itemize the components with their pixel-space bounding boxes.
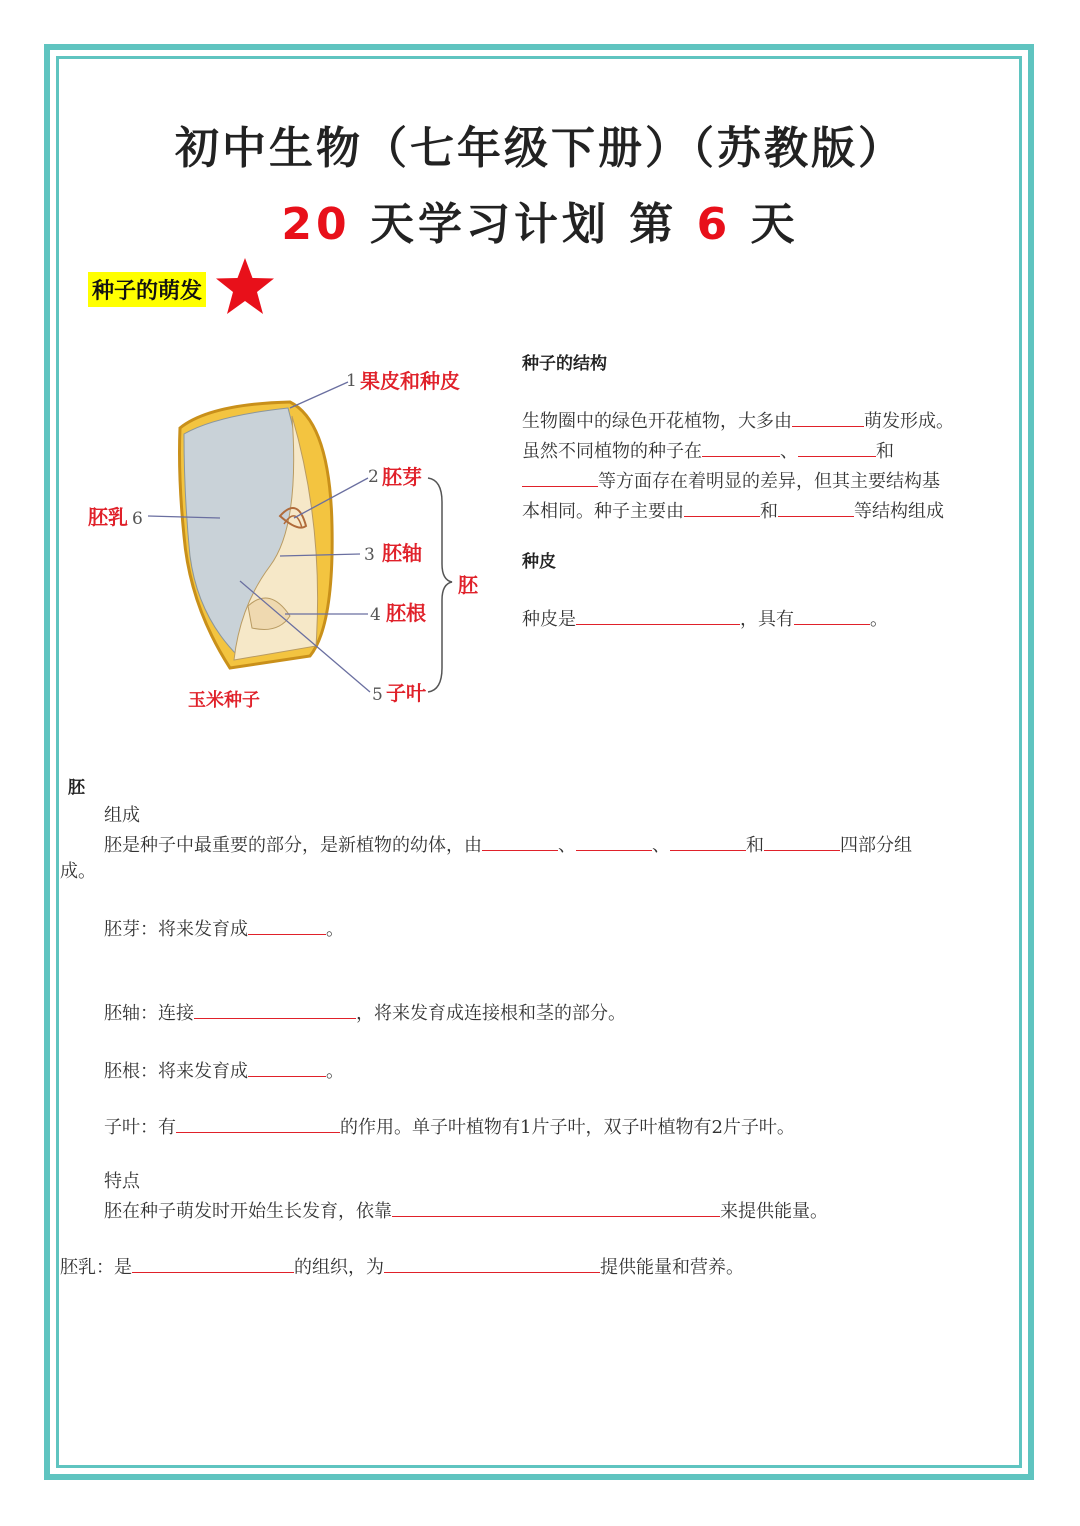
blank[interactable] [764,830,840,851]
embryo-composition-line2: 成。 [60,861,96,882]
blank[interactable] [482,830,558,851]
label-num-1: 1 [346,371,357,391]
label-pericarp-seedcoat: 果皮和种皮 [360,369,460,393]
label-num-4: 4 [370,605,381,625]
label-num-6: 6 [132,509,143,529]
heading-seed-structure: 种子的结构 [522,354,607,374]
blank[interactable] [778,496,854,517]
label-num-3: 3 [364,545,375,565]
blank[interactable] [670,830,746,851]
page-title: 初中生物（七年级下册）（苏教版） [175,123,905,174]
label-radicle: 胚根 [386,601,426,625]
label-endosperm: 胚乳 [88,505,128,529]
diagram-caption: 玉米种子 [188,690,260,711]
blank[interactable] [792,406,864,427]
embryo-sub-feature: 特点 [104,1171,140,1192]
plumule-line: 胚芽：将来发育成 。 [104,914,344,944]
blank[interactable] [576,830,652,851]
label-cotyledon: 子叶 [386,681,426,705]
blank[interactable] [684,496,760,517]
blank[interactable] [248,1056,326,1077]
blank[interactable] [522,466,598,487]
day-suffix: 天 [750,199,799,250]
blank[interactable] [194,998,356,1019]
blank[interactable] [176,1112,340,1133]
feature-line: 胚在种子萌发时开始生长发育，依靠 来提供能量。 [104,1196,828,1226]
label-hypocotyl: 胚轴 [382,541,422,565]
blank[interactable] [392,1196,720,1217]
section-tag: 种子的萌发 [88,272,206,307]
blank[interactable] [384,1252,600,1273]
day-number: 6 [696,199,732,250]
embryo-composition-line: 胚是种子中最重要的部分，是新植物的幼体，由 、 、 和 四部分组 [104,830,1020,860]
label-embryo-group: 胚 [458,573,478,597]
blank[interactable] [798,436,876,457]
label-plumule: 胚芽 [382,465,422,489]
embryo-brace [428,478,452,692]
label-num-5: 5 [372,685,383,705]
blank[interactable] [132,1252,294,1273]
plan-text: 天学习计划 第 [369,199,678,250]
star-icon [214,256,276,318]
blank[interactable] [248,914,326,935]
blank[interactable] [576,604,740,625]
heading-embryo: 胚 [68,778,85,798]
blank[interactable] [794,604,870,625]
corn-seed-diagram [80,356,500,726]
embryo-sub-composition: 组成 [104,805,140,826]
page-subtitle [0,188,1080,252]
radicle-line: 胚根：将来发育成 。 [104,1056,344,1086]
endosperm-line: 胚乳：是 的组织，为 提供能量和营养。 [60,1252,744,1282]
structure-paragraph: 生物圈中的绿色开花植物，大多由 萌发形成。 虽然不同植物的种子在 、 和 等方面存在着明显的差异，但其主要结构基 本相同。种子主要由 和 等结构组成 [522,406,1022,526]
plan-days-number: 20 [281,199,351,250]
label-num-2: 2 [368,467,379,487]
cotyledon-line: 子叶：有 的作用。单子叶植物有1片子叶，双子叶植物有2片子叶。 [104,1112,795,1142]
blank[interactable] [702,436,780,457]
hypocotyl-line: 胚轴：连接 ，将来发育成连接根和茎的部分。 [104,998,626,1028]
seed-coat-line: 种皮是 ，具有 。 [522,604,888,634]
heading-seed-coat: 种皮 [522,552,556,572]
